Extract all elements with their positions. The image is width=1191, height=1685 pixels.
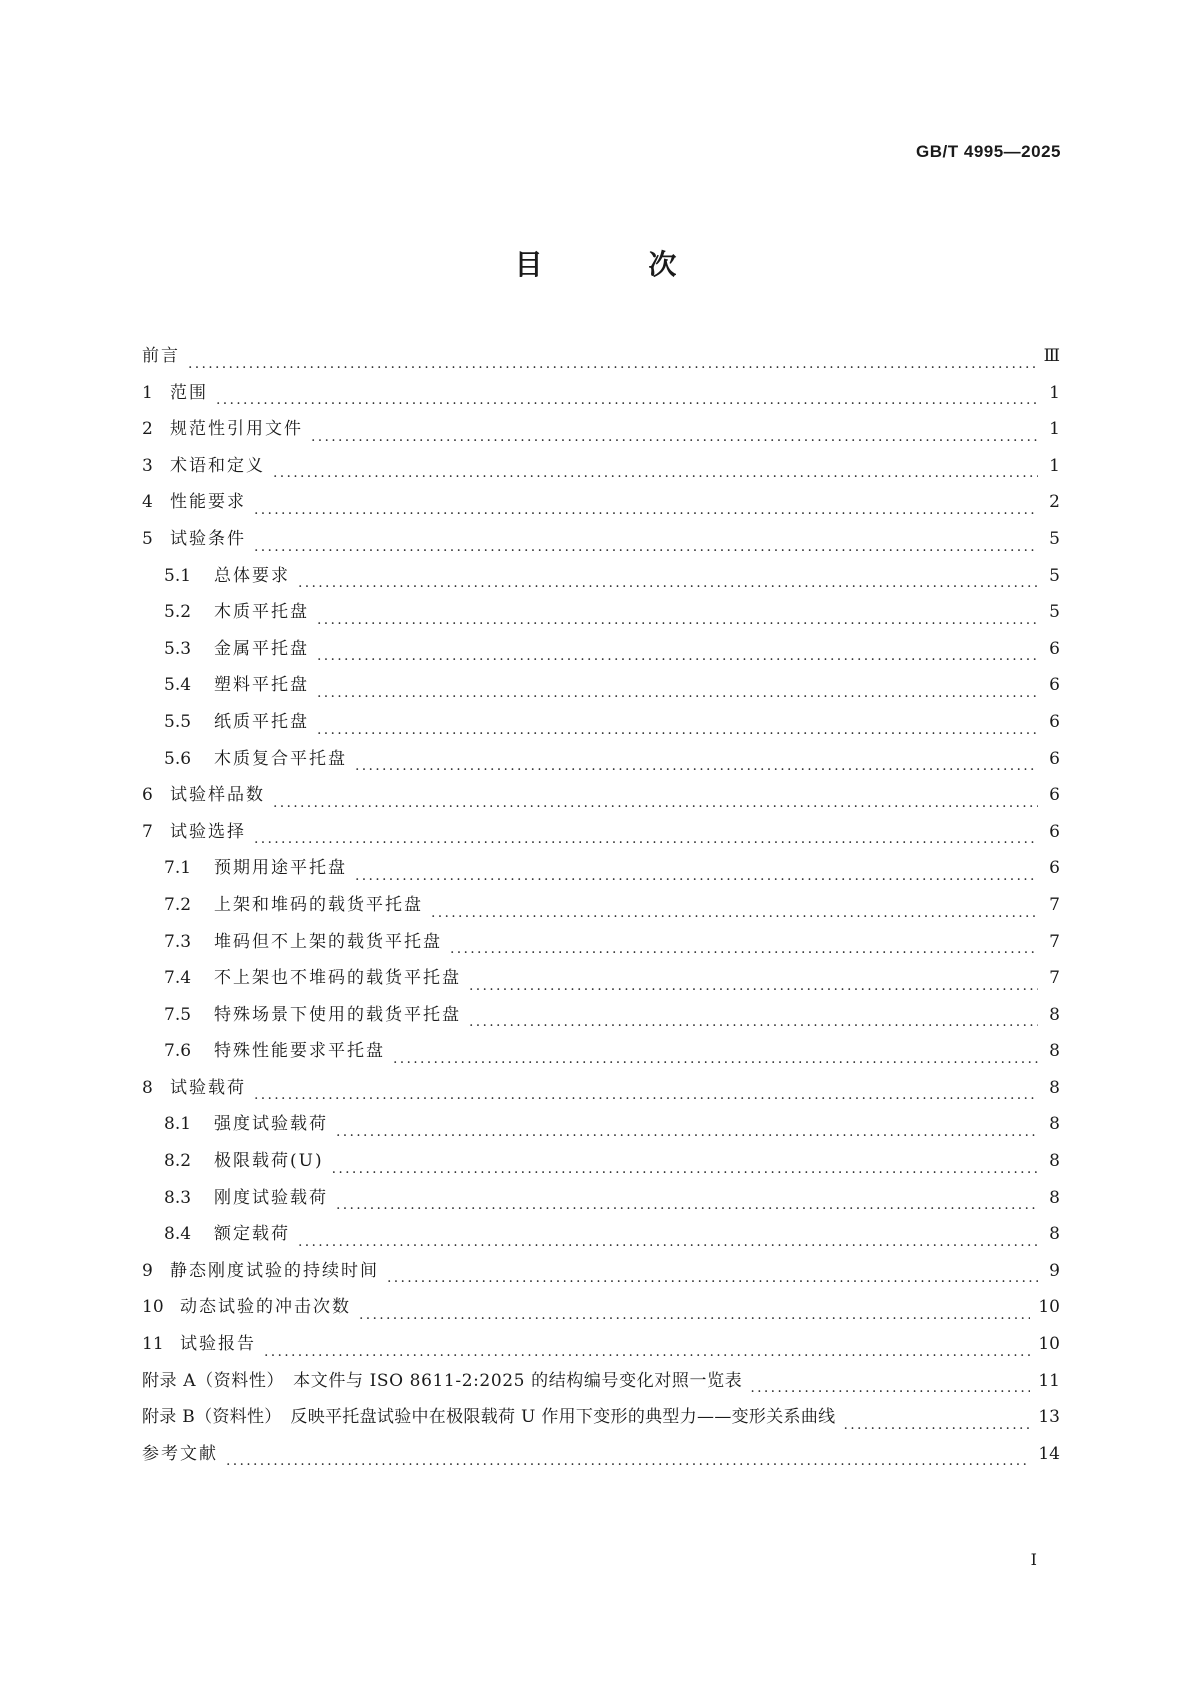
toc-label: 极限载荷(U)	[214, 1151, 324, 1172]
leader-dots	[311, 411, 1038, 448]
toc-entry-5-1[interactable]	[142, 558, 1060, 595]
toc-number: 5.6	[164, 748, 192, 769]
toc-entry-6[interactable]	[142, 777, 1060, 814]
toc-label: 强度试验载荷	[214, 1114, 328, 1135]
toc-label: 附录 B（资料性） 反映平托盘试验中在极限载荷 U 作用下变形的典型力——变形关系曲线	[142, 1407, 836, 1428]
leader-dots	[317, 594, 1038, 631]
toc-number: 11	[142, 1334, 164, 1355]
leader-dots	[298, 1216, 1038, 1253]
toc-page: 7	[1049, 931, 1060, 952]
toc-label: 木质平托盘	[214, 602, 309, 623]
toc-label: 特殊场景下使用的载货平托盘	[214, 1004, 461, 1025]
toc-label: 堆码但不上架的载货平托盘	[214, 931, 442, 952]
leader-dots	[750, 1363, 1030, 1400]
table-of-contents	[142, 338, 1060, 1472]
toc-entry-7-5[interactable]	[142, 997, 1060, 1034]
toc-entry-1[interactable]	[142, 375, 1060, 412]
leader-dots	[431, 887, 1038, 924]
toc-entry-annex-a[interactable]	[142, 1363, 1060, 1400]
toc-page: 8	[1049, 1041, 1060, 1062]
leader-dots	[254, 484, 1038, 521]
toc-entry-7-1[interactable]	[142, 850, 1060, 887]
toc-page: 7	[1049, 894, 1060, 915]
toc-label: 纸质平托盘	[214, 711, 309, 732]
leader-dots	[226, 1436, 1030, 1473]
toc-label: 试验条件	[170, 528, 246, 549]
toc-number: 1	[142, 382, 153, 403]
toc-page: 10	[1038, 1334, 1060, 1355]
leader-dots	[393, 1033, 1038, 1070]
toc-entry-8-3[interactable]	[142, 1180, 1060, 1217]
toc-number: 8.3	[164, 1187, 192, 1208]
toc-label: 塑料平托盘	[214, 675, 309, 696]
toc-label: 术语和定义	[170, 455, 265, 476]
toc-entry-5-4[interactable]	[142, 667, 1060, 704]
leader-dots	[317, 667, 1038, 704]
toc-page: 8	[1049, 1077, 1060, 1098]
toc-page: 5	[1049, 565, 1060, 586]
leader-dots	[469, 997, 1038, 1034]
toc-number: 8	[142, 1077, 153, 1098]
toc-entry-5-3[interactable]	[142, 631, 1060, 668]
toc-entry-8[interactable]	[142, 1070, 1060, 1107]
standard-code: GB/T 4995—2025	[916, 142, 1061, 161]
toc-number: 5.4	[164, 675, 192, 696]
toc-entry-bibliography[interactable]	[142, 1436, 1060, 1473]
toc-page: 8	[1049, 1114, 1060, 1135]
leader-dots	[450, 924, 1038, 961]
toc-entry-8-2[interactable]	[142, 1143, 1060, 1180]
toc-number: 6	[142, 785, 153, 806]
footer-page-number: I	[1030, 1550, 1037, 1569]
toc-label: 试验选择	[170, 821, 246, 842]
toc-page: 13	[1038, 1407, 1060, 1428]
toc-label: 性能要求	[170, 492, 246, 513]
toc-label: 静态刚度试验的持续时间	[170, 1260, 379, 1281]
toc-entry-2[interactable]	[142, 411, 1060, 448]
toc-page: 11	[1038, 1370, 1060, 1391]
toc-number: 5.2	[164, 602, 192, 623]
toc-page: 8	[1049, 1151, 1060, 1172]
toc-page: 2	[1049, 492, 1060, 513]
toc-entry-10[interactable]	[142, 1289, 1060, 1326]
toc-page: 1	[1049, 455, 1060, 476]
toc-entry-foreword[interactable]	[142, 338, 1060, 375]
toc-number: 3	[142, 455, 153, 476]
toc-label: 金属平托盘	[214, 638, 309, 659]
toc-page: 6	[1049, 711, 1060, 732]
toc-label: 总体要求	[214, 565, 290, 586]
toc-number: 5.5	[164, 711, 192, 732]
toc-label: 木质复合平托盘	[214, 748, 347, 769]
leader-dots	[273, 448, 1038, 485]
toc-page: 1	[1049, 419, 1060, 440]
toc-label: 预期用途平托盘	[214, 858, 347, 879]
toc-entry-annex-b[interactable]	[142, 1399, 1060, 1436]
leader-dots	[254, 1070, 1038, 1107]
toc-number: 5.1	[164, 565, 192, 586]
toc-page: 10	[1038, 1297, 1060, 1318]
toc-page: 6	[1049, 675, 1060, 696]
toc-number: 7.5	[164, 1004, 192, 1025]
toc-page: 6	[1049, 858, 1060, 879]
toc-page: Ⅲ	[1043, 346, 1060, 366]
leader-dots	[843, 1399, 1030, 1436]
toc-page: 6	[1049, 821, 1060, 842]
toc-entry-5[interactable]	[142, 521, 1060, 558]
toc-entry-8-4[interactable]	[142, 1216, 1060, 1253]
leader-dots	[254, 521, 1038, 558]
toc-label: 附录 A（资料性） 本文件与 ISO 8611-2:2025 的结构编号变化对照一览表	[142, 1370, 743, 1391]
toc-entry-7[interactable]	[142, 814, 1060, 851]
toc-number: 4	[142, 492, 153, 513]
toc-number: 8.1	[164, 1114, 192, 1135]
toc-entry-8-1[interactable]	[142, 1106, 1060, 1143]
leader-dots	[317, 631, 1038, 668]
toc-label: 试验报告	[180, 1334, 256, 1355]
toc-page: 8	[1049, 1004, 1060, 1025]
leader-dots	[336, 1180, 1038, 1217]
leader-dots	[273, 777, 1038, 814]
toc-label: 范围	[170, 382, 208, 403]
leader-dots	[254, 814, 1038, 851]
leader-dots	[188, 338, 1036, 375]
toc-entry-5-6[interactable]	[142, 741, 1060, 778]
toc-number: 8.4	[164, 1224, 192, 1245]
toc-page: 7	[1049, 968, 1060, 989]
leader-dots	[336, 1106, 1038, 1143]
toc-page: 14	[1038, 1443, 1060, 1464]
toc-number: 7	[142, 821, 153, 842]
leader-dots	[469, 960, 1038, 997]
leader-dots	[387, 1253, 1038, 1290]
toc-number: 5.3	[164, 638, 192, 659]
toc-number: 7.2	[164, 894, 192, 915]
toc-page: 1	[1049, 382, 1060, 403]
toc-number: 8.2	[164, 1151, 192, 1172]
page-title: 目 次	[514, 248, 725, 281]
toc-page: 6	[1049, 785, 1060, 806]
toc-page: 5	[1049, 602, 1060, 623]
toc-entry-3[interactable]	[142, 448, 1060, 485]
leader-dots	[317, 704, 1038, 741]
toc-label: 特殊性能要求平托盘	[214, 1041, 385, 1062]
leader-dots	[298, 558, 1038, 595]
toc-entry-7-4[interactable]	[142, 960, 1060, 997]
toc-entry-7-3[interactable]	[142, 924, 1060, 961]
toc-label: 上架和堆码的载货平托盘	[214, 894, 423, 915]
toc-entry-5-2[interactable]	[142, 594, 1060, 631]
toc-label: 试验载荷	[170, 1077, 246, 1098]
toc-entry-5-5[interactable]	[142, 704, 1060, 741]
toc-number: 10	[142, 1297, 164, 1318]
toc-entry-9[interactable]	[142, 1253, 1060, 1290]
leader-dots	[359, 1289, 1030, 1326]
toc-number: 9	[142, 1260, 153, 1281]
toc-label: 动态试验的冲击次数	[180, 1297, 351, 1318]
toc-number: 7.3	[164, 931, 192, 952]
toc-label: 额定载荷	[214, 1224, 290, 1245]
leader-dots	[332, 1143, 1038, 1180]
toc-label: 刚度试验载荷	[214, 1187, 328, 1208]
toc-page: 5	[1049, 528, 1060, 549]
leader-dots	[216, 375, 1038, 412]
toc-page: 6	[1049, 748, 1060, 769]
toc-entry-11[interactable]	[142, 1326, 1060, 1363]
toc-entry-4[interactable]	[142, 484, 1060, 521]
toc-label: 前言	[142, 346, 180, 366]
leader-dots	[355, 741, 1038, 778]
toc-page: 6	[1049, 638, 1060, 659]
toc-entry-7-6[interactable]	[142, 1033, 1060, 1070]
toc-page: 9	[1049, 1260, 1060, 1281]
leader-dots	[355, 850, 1038, 887]
toc-page: 8	[1049, 1224, 1060, 1245]
toc-label: 不上架也不堆码的载货平托盘	[214, 968, 461, 989]
toc-label: 规范性引用文件	[170, 419, 303, 440]
toc-number: 5	[142, 528, 153, 549]
toc-number: 7.4	[164, 968, 192, 989]
toc-number: 2	[142, 419, 153, 440]
toc-page: 8	[1049, 1187, 1060, 1208]
toc-entry-7-2[interactable]	[142, 887, 1060, 924]
toc-label: 参考文献	[142, 1443, 218, 1464]
leader-dots	[264, 1326, 1030, 1363]
toc-label: 试验样品数	[170, 785, 265, 806]
toc-number: 7.6	[164, 1041, 192, 1062]
toc-number: 7.1	[164, 858, 192, 879]
